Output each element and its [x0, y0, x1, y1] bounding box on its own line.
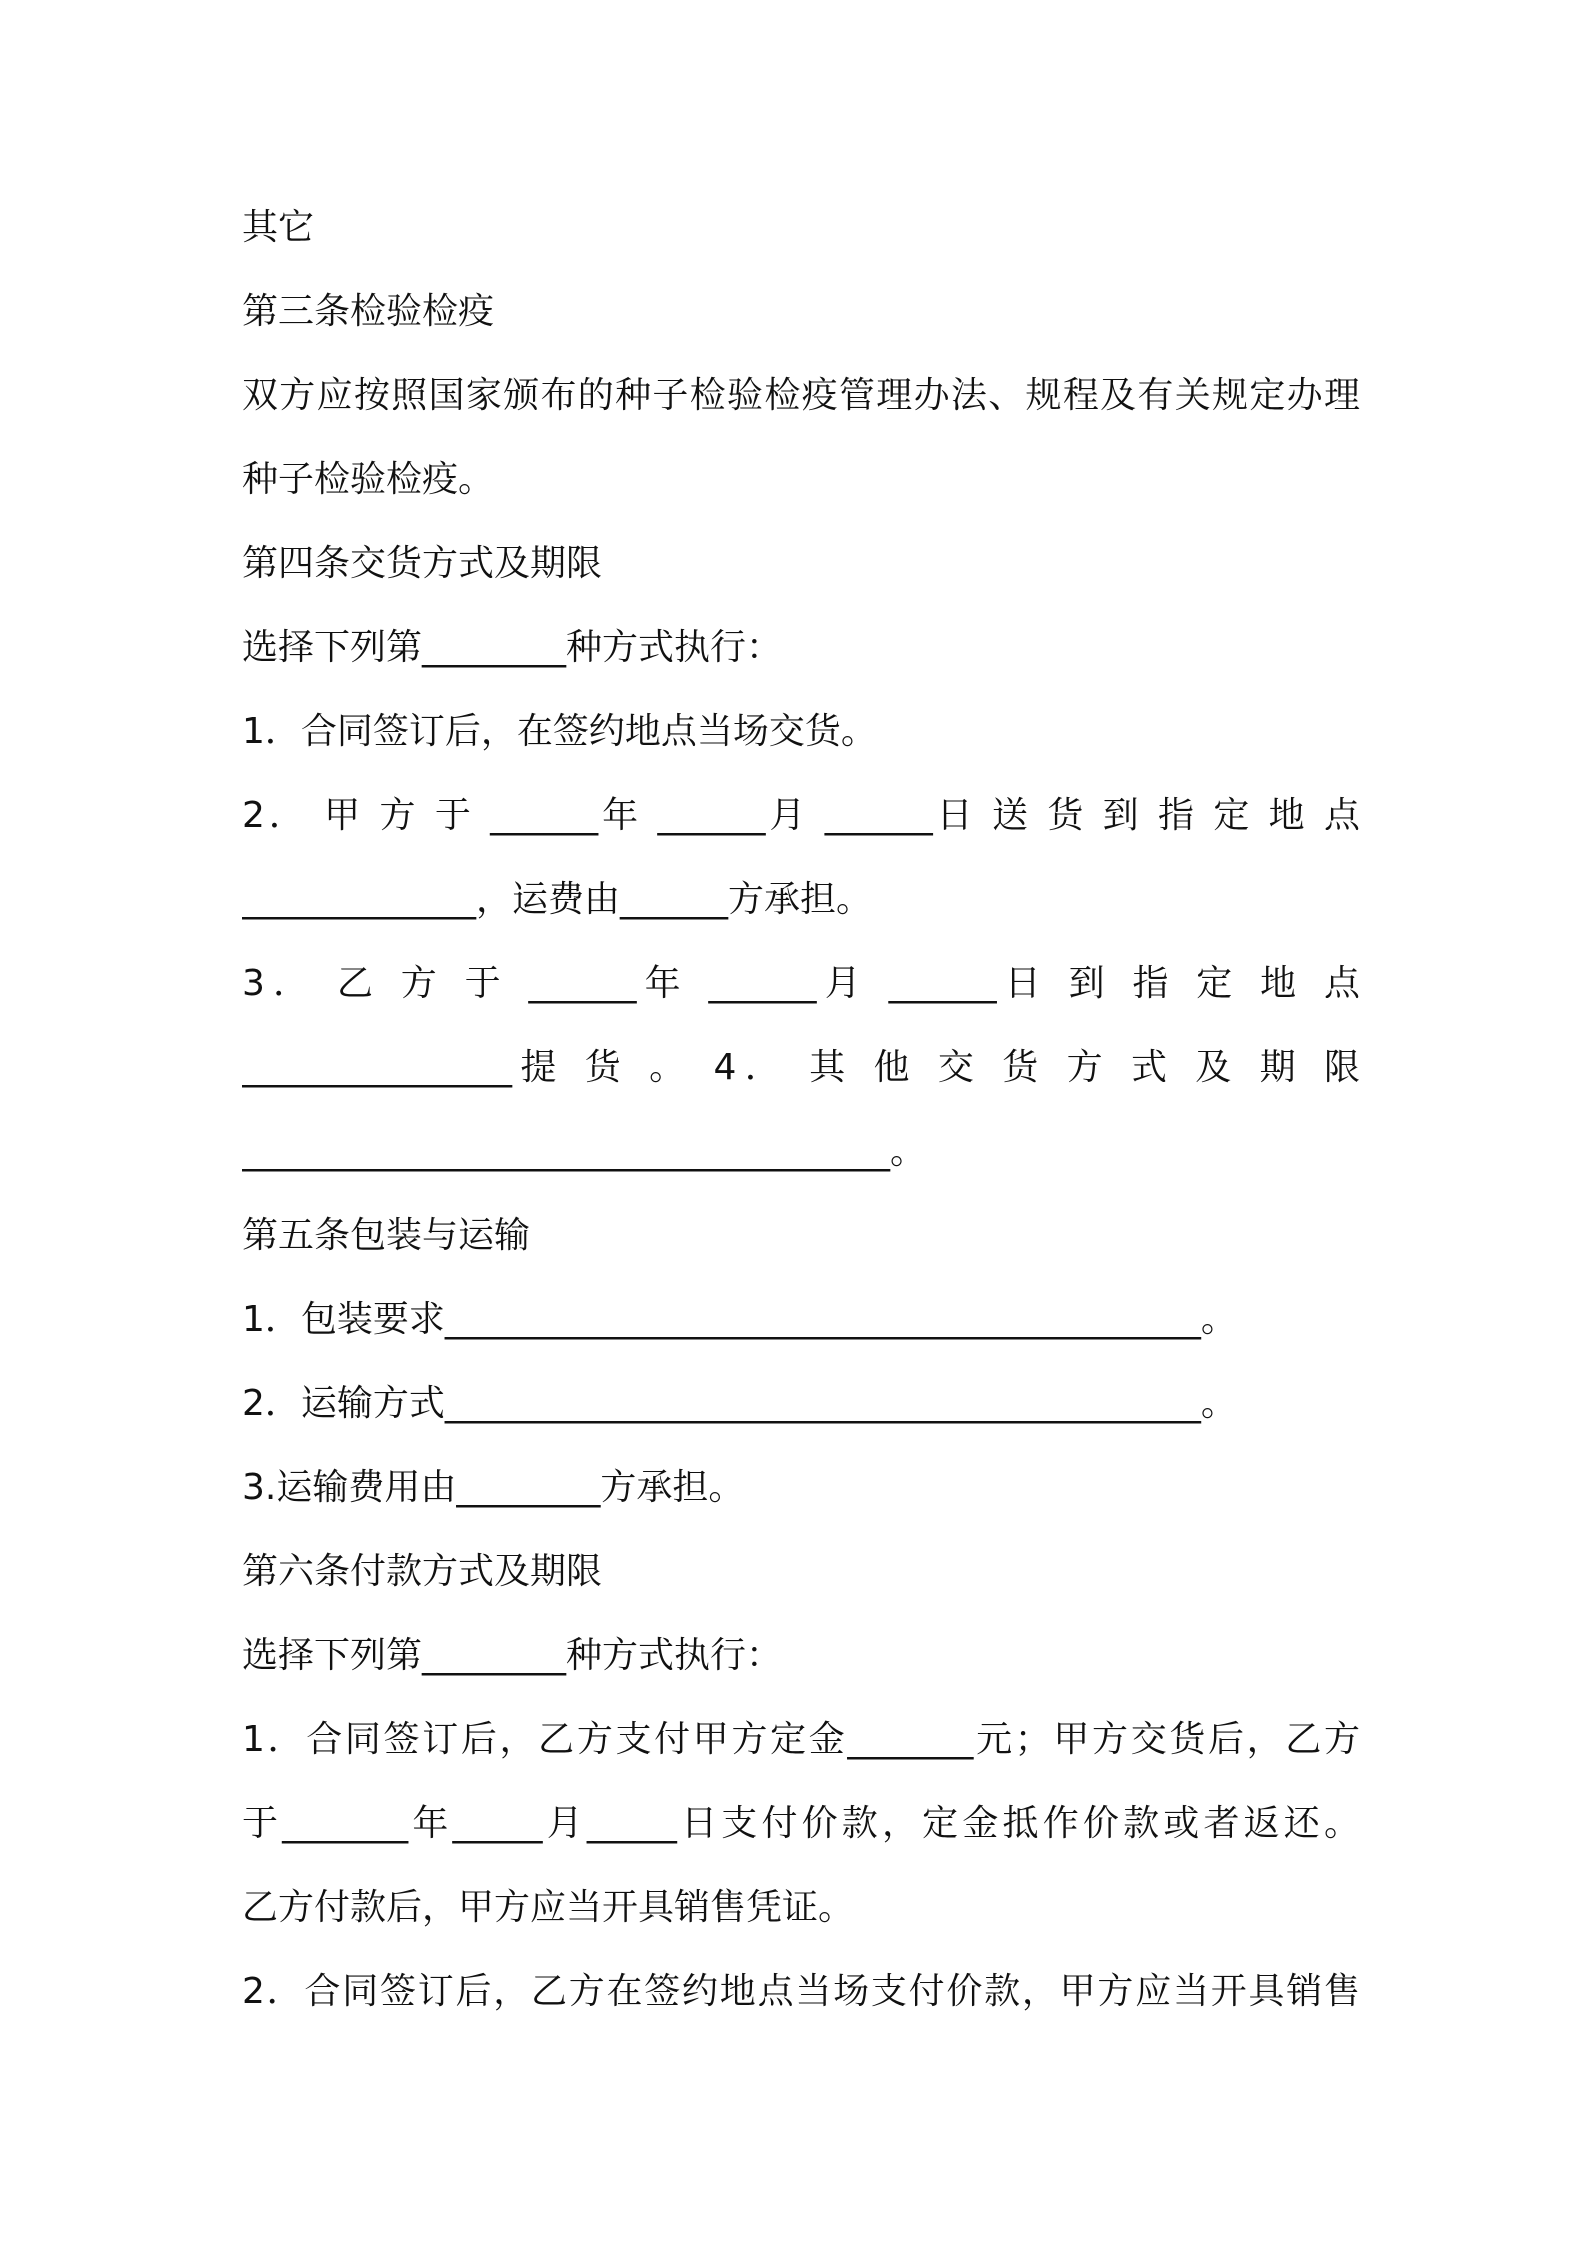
article-6-item-1-line-1: 1．合同签订后，乙方支付甲方定金_______元；甲方交货后，乙方 — [242, 1719, 1360, 1760]
article-4-item-3-and-4-line: _______________提 货 。 4． 其 他 交 货 方 式 及 期 限 — [242, 1047, 1360, 1088]
article-4-item-1: 1．合同签订后，在签约地点当场交货。 — [242, 711, 877, 752]
article-6-item-2-line-1: 2．合同签订后，乙方在签约地点当场支付价款，甲方应当开具销售 — [242, 1971, 1360, 2012]
section-heading-other: 其它 — [242, 207, 315, 248]
article-5-item-3: 3.运输费用由________方承担。 — [242, 1467, 745, 1508]
article-4-choice-line: 选择下列第________种方式执行： — [242, 627, 783, 668]
article-4-item-3-line-1: 3． 乙 方 于 ______年 ______月 ______日 到 指 定 地 点 — [242, 963, 1360, 1004]
article-6-heading: 第六条付款方式及期限 — [242, 1551, 603, 1592]
article-3-heading: 第三条检验检疫 — [242, 291, 495, 332]
article-4-heading: 第四条交货方式及期限 — [242, 543, 603, 584]
article-3-text-line-1: 双方应按照国家颁布的种子检验检疫管理办法、规程及有关规定办理 — [242, 375, 1360, 416]
article-6-item-1-line-3: 乙方付款后，甲方应当开具销售凭证。 — [242, 1887, 855, 1928]
article-5-item-1: 1．包装要求__________________________________________。 — [242, 1299, 1237, 1340]
article-6-choice-line: 选择下列第________种方式执行： — [242, 1635, 783, 1676]
article-4-item-4-blank-line: ____________________________________。 — [242, 1131, 926, 1172]
article-6-item-1-line-2: 于_______年_____月_____日支付价款，定金抵作价款或者返还。 — [242, 1803, 1360, 1844]
article-3-text-line-2: 种子检验检疫。 — [242, 459, 495, 500]
article-5-item-2: 2．运输方式__________________________________________。 — [242, 1383, 1237, 1424]
article-4-item-2-line-2: _____________，运费由______方承担。 — [242, 879, 873, 920]
article-5-heading: 第五条包装与运输 — [242, 1215, 531, 1256]
article-4-item-2-line-1: 2． 甲 方 于 ______年 ______月 ______日 送 货 到 指 定 地 点 — [242, 795, 1360, 836]
